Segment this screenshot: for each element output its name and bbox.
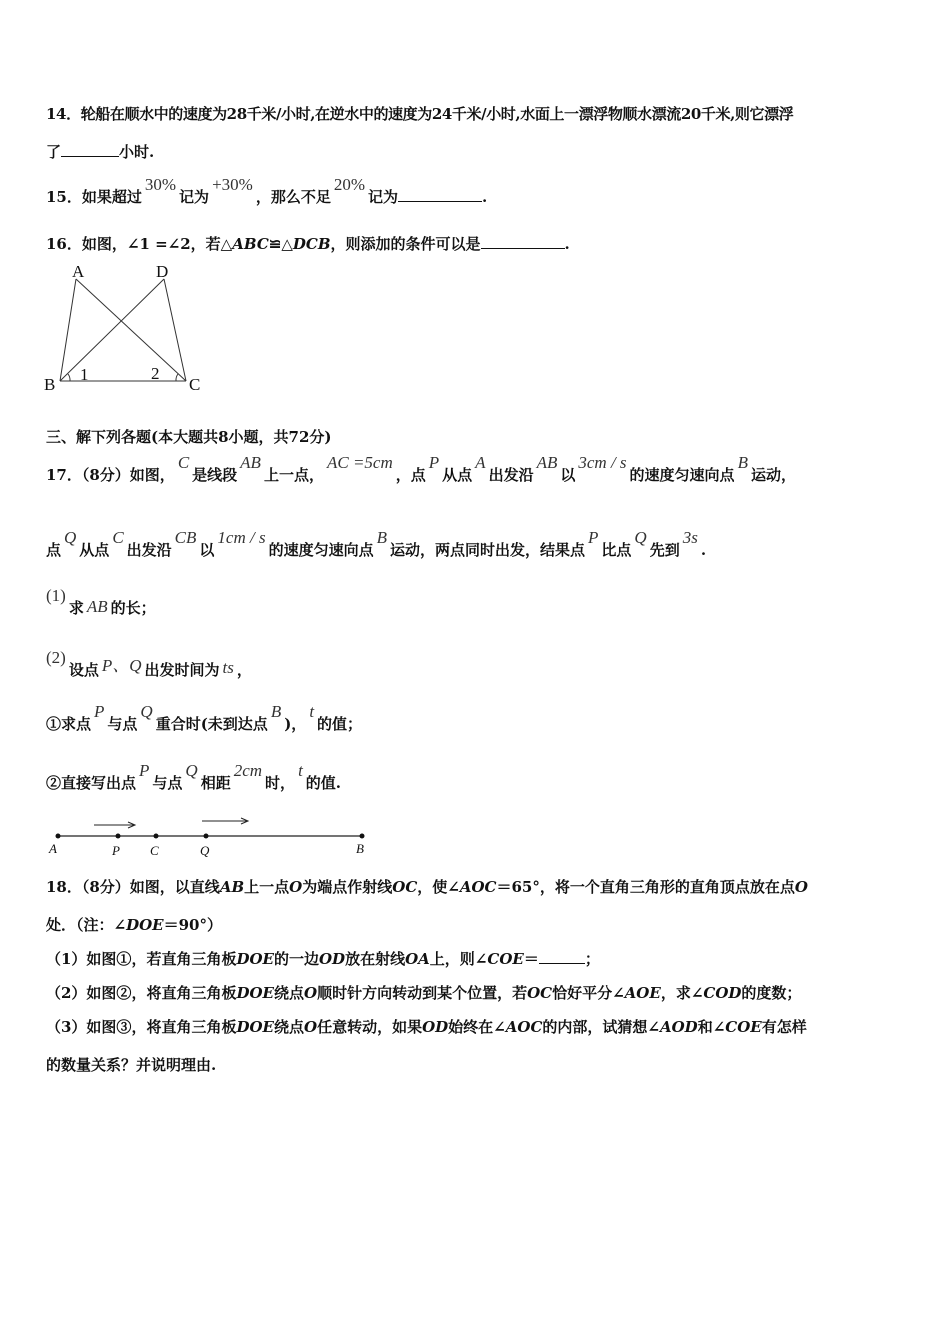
q17-point-a [56, 834, 61, 839]
q17-text: 的值. [305, 774, 342, 792]
q16-congruent: ≌△ [268, 235, 293, 253]
q16-dcb: DCB [292, 235, 331, 253]
q17-math-q: Q [64, 528, 77, 547]
q18-sub1 [46, 948, 600, 969]
q18-aoc: AOC [459, 878, 497, 896]
q17-text: ②直接写出点 [46, 774, 137, 792]
section3-heading: 三、解下列各题(本大题共8小题，共72分) [46, 428, 332, 446]
q17-math-c: C [177, 453, 190, 472]
q17-math-ab: AB [240, 453, 261, 472]
q16-label-angle1: 1 [80, 365, 89, 384]
q15-line [46, 175, 488, 207]
q15-prefix: 15．如果超过 [46, 188, 142, 206]
q18-cod: COD [703, 984, 742, 1002]
q17-text: 比点 [601, 541, 632, 559]
q14-line2 [46, 141, 154, 162]
q17-text: 的速度匀速向点 [629, 466, 735, 484]
q16-label-a: A [72, 262, 85, 281]
q18-od: OD [318, 950, 346, 968]
q17-text: 时， [265, 774, 296, 792]
q18-doe: DOE [236, 950, 274, 968]
q16-angle2-arc [176, 374, 178, 381]
q16-answer-blank [481, 234, 565, 249]
q17-math-c: C [112, 528, 124, 547]
q16-angle1-arc [68, 374, 70, 381]
q17-text: 的速度匀速向点 [268, 541, 374, 559]
q17-text: 以 [560, 466, 576, 484]
q15-math-plus30: +30% [212, 175, 253, 194]
q18-ab: AB [219, 878, 245, 896]
q16-seg-ab [60, 279, 76, 381]
q18-text: 的内部，试猜想∠ [542, 1018, 660, 1036]
q17-math-ts: ts [222, 658, 234, 677]
q17-text: 以 [199, 541, 215, 559]
q17-math-ac: AC =5cm [326, 453, 393, 472]
q16-end: . [564, 235, 570, 253]
q18-doe: DOE [126, 916, 164, 934]
q17-point-b [360, 834, 365, 839]
q16-triangle-figure [40, 258, 220, 400]
q16-line [46, 233, 570, 254]
q17-text: 从点 [79, 541, 110, 559]
q17-text: 从点 [442, 466, 473, 484]
q17-text: 重合时(未到达点 [155, 715, 268, 733]
q18-line1 [46, 876, 808, 897]
q16-prefix: 16．如图，∠1 =∠2，若△ [46, 235, 233, 253]
q18-aoe: AOE [624, 984, 661, 1002]
q18-doe: DOE [236, 1018, 274, 1036]
q17-text: 相距 [200, 774, 231, 792]
q17-sub1-number: (1) [46, 586, 66, 605]
q18-text: ； [584, 950, 600, 968]
q18-text: 有怎样 [761, 1018, 807, 1036]
q16-seg-db [60, 279, 164, 381]
q17-case2 [46, 761, 342, 793]
q17-text: 运动，两点同时出发，结果点 [390, 541, 586, 559]
q17-math-b: B [376, 528, 387, 547]
q18-od: OD [422, 1018, 449, 1036]
q17-text: . [700, 541, 707, 559]
q18-text: 上一点 [244, 878, 290, 896]
q17-text: 出发沿 [126, 541, 172, 559]
q17-math-ab: AB [86, 597, 108, 616]
q16-seg-dc [164, 279, 186, 381]
q18-text: 处．（注：∠ [46, 916, 127, 934]
q17-text: )， [284, 715, 307, 733]
q17-math-p: P [428, 453, 440, 472]
q15-end: . [482, 188, 488, 206]
q18-coe: COE [487, 950, 524, 968]
q14-prefix: 了 [46, 143, 62, 161]
q17-math-cb: CB [174, 528, 197, 547]
q17-text: 的长； [110, 599, 156, 617]
q17-math-speed2: 1cm / s [217, 528, 266, 547]
q14-suffix: 小时. [119, 143, 155, 161]
q17-label-p: P [112, 843, 120, 858]
q18-text: ＝ [523, 950, 539, 968]
q18-text: （2）如图②，将直角三角板 [46, 984, 237, 1002]
q15-math-20: 20% [333, 175, 365, 194]
q17-point-p [116, 834, 121, 839]
q18-text: ＝90°） [163, 916, 222, 934]
q17-sub2-number: (2) [46, 648, 66, 667]
q15-math-30: 30% [144, 175, 177, 194]
q18-text: ，求∠ [660, 984, 704, 1002]
q17-text: 17．（8分）如图， [46, 466, 175, 484]
q17-text: 出发时间为 [144, 661, 220, 679]
q17-text: ①求点 [46, 715, 92, 733]
q17-text: 运动， [750, 466, 796, 484]
q17-label-c: C [150, 843, 159, 858]
q18-text: 任意转动，如果 [317, 1018, 423, 1036]
q17-math-q: Q [634, 528, 647, 547]
q17-text: 与点 [107, 715, 138, 733]
q17-sub2 [46, 648, 252, 680]
q16-label-angle2: 2 [151, 364, 160, 383]
q17-math-3s: 3s [682, 528, 698, 547]
q17-label-q: Q [200, 843, 210, 858]
q17-math-pq: P、Q [101, 656, 142, 675]
q17-math-b: B [270, 702, 282, 721]
q18-text: 绕点 [273, 984, 304, 1002]
q18-text: （3）如图③，将直角三角板 [46, 1018, 237, 1036]
q17-text: 设点 [68, 661, 99, 679]
q18-doe: DOE [236, 984, 274, 1002]
q17-math-a: A [475, 453, 486, 472]
q17-text: 点 [46, 541, 62, 559]
q17-sub1 [46, 586, 156, 618]
q15-answer-blank [398, 187, 482, 202]
q17-label-a: A [49, 841, 57, 856]
q18-text: 的度数； [741, 984, 802, 1002]
q14-answer-blank [61, 142, 119, 157]
q17-math-2cm: 2cm [233, 761, 263, 780]
q16-suffix: ，则添加的条件可以是 [330, 235, 481, 253]
q18-o: O [794, 878, 808, 896]
q18-sub3 [46, 1016, 807, 1037]
q17-text: 的值； [317, 715, 363, 733]
q17-text: 上一点， [263, 466, 324, 484]
q17-text: 先到 [649, 541, 680, 559]
q17-text: 求 [68, 599, 84, 617]
q15-text2: ，那么不足 [255, 188, 331, 206]
q18-coe: COE [725, 1018, 762, 1036]
q18-sub3-cont: 的数量关系？并说明理由. [46, 1056, 217, 1074]
q17-math-p: P [588, 528, 599, 547]
q17-math-q: Q [185, 761, 198, 780]
q15-text3: 记为 [368, 188, 399, 206]
q18-o: O [303, 984, 318, 1002]
q18-text: 放在射线 [345, 950, 406, 968]
q18-aoc: AOC [505, 1018, 543, 1036]
q18-text: 顺时针方向转动到某个位置，若 [317, 984, 528, 1002]
q17-case1 [46, 702, 363, 734]
q17-text: ，点 [395, 466, 426, 484]
q17-label-b: B [356, 841, 364, 856]
q17-math-t: t [298, 761, 303, 780]
q18-text: 和∠ [697, 1018, 726, 1036]
q16-seg-ac [76, 279, 186, 381]
q16-abc: ABC [232, 235, 269, 253]
q17-point-c [154, 834, 159, 839]
q16-label-d: D [156, 262, 169, 281]
q18-line2 [46, 914, 222, 935]
q14-line1: 14．轮船在顺水中的速度为28千米/小时,在逆水中的速度为24千米/小时,水面上一漂浮物顺水漂流20千米,则它漂浮 [46, 105, 794, 123]
q17-math-ab: AB [536, 453, 558, 472]
q18-answer-blank [539, 949, 585, 964]
q18-oc: OC [392, 878, 418, 896]
q17-math-t: t [309, 702, 315, 721]
q17-math-speed1: 3cm / s [578, 453, 627, 472]
q18-text: 的一边 [273, 950, 319, 968]
q18-text: 绕点 [273, 1018, 304, 1036]
q18-o: O [303, 1018, 318, 1036]
q18-text: 为端点作射线 [302, 878, 393, 896]
q15-text1: 记为 [179, 188, 210, 206]
q17-text: 出发沿 [488, 466, 534, 484]
q17-line2 [46, 528, 707, 560]
q18-aod: AOD [659, 1018, 698, 1036]
q18-text: 上，则∠ [429, 950, 488, 968]
q18-text: 18．（8分）如图，以直线 [46, 878, 220, 896]
q17-text: 是线段 [192, 466, 238, 484]
q17-point-q [204, 834, 209, 839]
q18-text: 恰好平分∠ [552, 984, 625, 1002]
q18-text: （1）如图①，若直角三角板 [46, 950, 237, 968]
q18-text: ＝65°，将一个直角三角形的直角顶点放在点 [496, 878, 795, 896]
q17-number-line-figure [44, 812, 374, 860]
q17-math-p: P [94, 702, 105, 721]
q16-label-c: C [189, 375, 201, 394]
q17-math-b: B [737, 453, 748, 472]
q17-text: 与点 [152, 774, 183, 792]
q17-math-p: P [139, 761, 150, 780]
q18-oa: OA [405, 950, 430, 968]
q18-text: 始终在∠ [448, 1018, 506, 1036]
q18-o: O [289, 878, 303, 896]
q18-sub2 [46, 982, 801, 1003]
q18-oc: OC [527, 984, 553, 1002]
q17-math-q: Q [140, 702, 153, 721]
q17-line1 [46, 453, 796, 485]
q18-text: ，使∠ [417, 878, 460, 896]
q17-text: ， [236, 661, 252, 679]
q16-label-b: B [44, 375, 56, 394]
